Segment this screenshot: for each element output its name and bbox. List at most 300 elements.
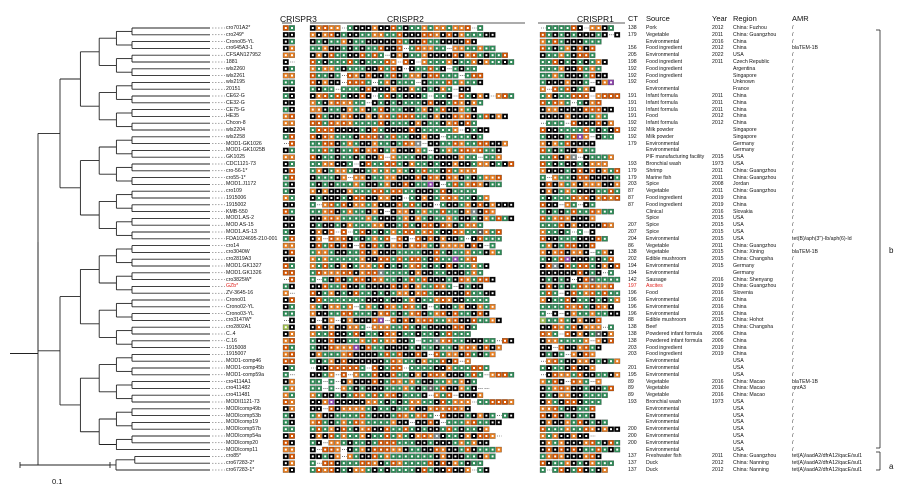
crispr2-spacer-core [361,340,363,342]
crispr2-spacer-core [337,211,339,213]
crispr2-spacer-core [454,313,456,315]
crispr2-spacer-core [355,190,357,192]
crispr1-spacer-core [560,306,562,308]
crispr1-spacer-core [560,34,562,36]
crispr2-spacer-core [510,401,512,403]
crispr2-spacer-core [361,326,363,328]
crispr1-spacer-core [585,333,587,335]
crispr2-spacer-core [411,183,413,185]
crispr2-spacer-core [386,183,388,185]
crispr2-spacer-core [448,251,450,253]
crispr2-spacer-core [417,95,419,97]
crispr2-spacer-core [386,224,388,226]
crispr2-spacer-core [473,381,475,383]
crispr2-spacer-core [324,109,326,111]
crispr1-spacer-core [554,170,556,172]
crispr2-spacer-core [343,149,345,151]
crispr3-spacer-core [285,231,287,233]
crispr2-spacer-core [405,177,407,179]
crispr2-spacer-core [411,75,413,77]
crispr2-spacer-core [368,177,370,179]
crispr1-spacer-core [610,306,612,308]
crispr2-spacer-core [448,163,450,165]
crispr2-spacer-core [405,211,407,213]
crispr1-spacer-core [585,319,587,321]
crispr2-spacer-core [492,319,494,321]
crispr3-spacer-core [285,177,287,179]
crispr2-spacer-core [411,272,413,274]
crispr1-spacer-core [579,68,581,70]
crispr2-spacer-core [355,109,357,111]
crispr2-spacer-core [442,353,444,355]
crispr2-spacer-core [467,381,469,383]
crispr1-spacer-core [573,88,575,90]
crispr2-spacer-core [349,299,351,301]
crispr2-spacer-core [392,374,394,376]
crispr1-spacer-core [598,374,600,376]
crispr2-spacer-core [312,340,314,342]
crispr1-spacer-core [560,217,562,219]
crispr2-spacer-core [399,387,401,389]
crispr2-spacer-core [485,211,487,213]
crispr2-spacer-core [374,313,376,315]
crispr2-spacer-core [324,156,326,158]
crispr2-spacer-core [361,129,363,131]
crispr2-spacer-core [399,41,401,43]
crispr2-spacer-core [423,34,425,36]
crispr1-spacer-core [554,27,556,29]
crispr2-spacer-core [380,374,382,376]
crispr1-spacer-core [604,313,606,315]
crispr2-spacer-core [380,285,382,287]
crispr2-spacer-core [448,129,450,131]
crispr2-spacer-core [343,340,345,342]
crispr2-spacer-core [473,224,475,226]
crispr2-spacer-core [361,88,363,90]
crispr1-spacer-core [585,245,587,247]
crispr1-spacer-core [567,34,569,36]
crispr3-spacer-core [285,81,287,83]
crispr2-spacer-core [392,265,394,267]
crispr2-spacer-core [343,34,345,36]
crispr1-spacer-core [598,41,600,43]
crispr2-spacer-core [405,285,407,287]
crispr1-spacer-core [554,156,556,158]
crispr2-spacer-core [442,217,444,219]
crispr2-spacer-core [324,177,326,179]
crispr2-spacer-core [392,360,394,362]
crispr2-spacer-core [498,61,500,63]
crispr2-spacer-core [417,163,419,165]
crispr2-spacer-core [461,68,463,70]
crispr2-spacer-core [330,381,332,383]
crispr2-spacer-core [343,68,345,70]
crispr1-spacer-core [579,387,581,389]
crispr2-spacer-core [330,163,332,165]
crispr1-spacer-core [598,115,600,117]
crispr2-spacer-core [374,27,376,29]
crispr2-spacer-core [405,381,407,383]
crispr1-spacer-core [567,88,569,90]
crispr3-spacer-core [291,143,293,145]
crispr1-spacer-core [604,292,606,294]
crispr2-spacer-core [498,401,500,403]
crispr2-spacer-core [368,109,370,111]
crispr1-spacer-core [560,279,562,281]
crispr1-spacer-core [567,279,569,281]
crispr3-spacer-core [285,347,287,349]
crispr2-spacer-core [324,299,326,301]
crispr1-spacer-core [610,129,612,131]
crispr2-spacer-core [448,333,450,335]
crispr1-spacer-core [598,238,600,240]
crispr1-spacer-core [560,81,562,83]
crispr2-spacer-core [467,217,469,219]
crispr3-spacer-core [291,299,293,301]
crispr1-spacer-core [610,211,612,213]
crispr1-spacer-core [591,313,593,315]
crispr2-spacer-core [461,81,463,83]
crispr3-spacer-core [285,326,287,328]
crispr2-spacer-core [485,265,487,267]
crispr2-spacer-core [461,95,463,97]
crispr2-spacer-core [417,258,419,260]
crispr2-spacer-core [405,292,407,294]
crispr2-spacer-core [473,156,475,158]
crispr2-spacer-core [454,347,456,349]
crispr2-spacer-core [349,401,351,403]
crispr1-spacer-core [560,211,562,213]
crispr2-spacer-core [386,27,388,29]
crispr3-spacer-core [291,34,293,36]
crispr2-spacer-core [442,95,444,97]
crispr1-spacer-core [560,197,562,199]
crispr1-spacer-core [604,374,606,376]
crispr2-spacer-core [337,279,339,281]
crispr1-spacer-core [573,347,575,349]
crispr2-spacer-core [417,326,419,328]
crispr2-spacer-core [485,353,487,355]
crispr2-spacer-core [436,265,438,267]
crispr1-spacer-core [548,340,550,342]
crispr1-spacer-core [585,272,587,274]
crispr2-spacer-core [399,156,401,158]
crispr2-spacer-core [479,75,481,77]
crispr1-spacer-core [560,319,562,321]
crispr2-spacer-core [411,47,413,49]
crispr2-spacer-core [417,27,419,29]
crispr2-spacer-core [461,27,463,29]
crispr3-spacer-core [291,204,293,206]
crispr2-spacer-core [448,190,450,192]
crispr2-spacer-core [461,61,463,63]
crispr1-spacer-core [610,387,612,389]
crispr2-spacer-core [374,217,376,219]
crispr2-spacer-core [386,360,388,362]
crispr2-spacer-core [479,27,481,29]
crispr3-spacer-core [285,122,287,124]
crispr3-spacer-core [285,183,287,185]
crispr1-spacer-core [554,204,556,206]
crispr2-spacer-core [411,299,413,301]
crispr2-spacer-core [405,109,407,111]
crispr1-spacer-core [542,306,544,308]
crispr2-spacer-core [485,313,487,315]
crispr2-spacer-core [355,292,357,294]
crispr2-spacer-core [492,156,494,158]
crispr2-spacer-core [473,258,475,260]
crispr2-spacer-core [392,102,394,104]
crispr2-spacer-core [386,81,388,83]
crispr2-spacer-core [461,54,463,56]
crispr2-spacer-core [355,170,357,172]
crispr2-spacer-core [386,109,388,111]
crispr2-spacer-core [461,272,463,274]
crispr1-spacer-core [554,258,556,260]
crispr2-spacer-core [374,190,376,192]
crispr2-spacer-core [380,149,382,151]
crispr2-spacer-core [461,224,463,226]
crispr2-spacer-core [380,41,382,43]
crispr1-spacer-core [585,177,587,179]
crispr2-spacer-core [318,115,320,117]
crispr2-spacer-core [343,272,345,274]
crispr1-spacer-core [548,102,550,104]
crispr1-spacer-core [604,197,606,199]
crispr2-spacer-core [485,347,487,349]
crispr2-spacer-core [454,47,456,49]
crispr2-spacer-core [380,381,382,383]
crispr1-spacer-core [560,347,562,349]
crispr2-spacer-core [442,115,444,117]
crispr1-spacer-core [604,224,606,226]
crispr1-spacer-core [598,224,600,226]
crispr2-spacer-core [392,61,394,63]
crispr2-spacer-core [355,326,357,328]
crispr2-spacer-core [461,41,463,43]
crispr2-spacer-core [368,292,370,294]
crispr2-spacer-core [355,279,357,281]
crispr2-spacer-core [380,306,382,308]
crispr2-spacer-core [368,251,370,253]
crispr2-spacer-core [399,401,401,403]
crispr2-spacer-core [417,299,419,301]
crispr2-spacer-core [411,190,413,192]
crispr2-spacer-core [324,251,326,253]
crispr2-spacer-core [392,34,394,36]
crispr1-spacer-core [591,231,593,233]
crispr2-spacer-core [436,95,438,97]
crispr2-spacer-core [386,347,388,349]
crispr2-spacer-core [473,81,475,83]
crispr3-spacer-core [285,360,287,362]
crispr2-spacer-core [355,347,357,349]
crispr2-spacer-core [386,217,388,219]
crispr2-spacer-core [485,183,487,185]
crispr2-spacer-core [380,47,382,49]
crispr2-spacer-core [411,258,413,260]
crispr2-spacer-core [417,238,419,240]
crispr2-spacer-core [361,360,363,362]
crispr2-spacer-core [324,245,326,247]
crispr2-spacer-core [467,299,469,301]
crispr2-spacer-core [479,34,481,36]
crispr1-spacer-core [548,224,550,226]
crispr2-spacer-core [430,217,432,219]
crispr2-spacer-core [479,149,481,151]
crispr1-spacer-core [542,353,544,355]
crispr1-spacer-core [554,61,556,63]
crispr1-spacer-core [579,340,581,342]
crispr2-spacer-core [467,333,469,335]
crispr1-spacer-core [585,360,587,362]
crispr2-spacer-core [492,217,494,219]
crispr2-spacer-core [436,136,438,138]
crispr2-spacer-core [423,54,425,56]
crispr1-spacer-core [585,54,587,56]
crispr2-spacer-core [374,408,376,410]
crispr2-spacer-core [485,149,487,151]
crispr1-spacer-core [560,387,562,389]
crispr2-spacer-core [312,27,314,29]
crispr2-spacer-core [485,197,487,199]
crispr1-spacer-core [567,170,569,172]
crispr2-spacer-core [479,204,481,206]
crispr1-spacer-core [598,347,600,349]
crispr2-spacer-core [485,231,487,233]
crispr2-spacer-core [454,156,456,158]
crispr2-spacer-core [504,115,506,117]
crispr1-spacer-core [573,313,575,315]
crispr2-spacer-core [355,231,357,233]
crispr1-spacer-core [579,129,581,131]
crispr2-spacer-core [386,88,388,90]
crispr2-spacer-core [498,54,500,56]
crispr1-spacer-core [542,231,544,233]
crispr1-spacer-core [548,143,550,145]
crispr1-spacer-core [585,197,587,199]
crispr1-spacer-core [554,387,556,389]
crispr2-spacer-core [337,156,339,158]
crispr2-spacer-core [399,136,401,138]
crispr1-spacer-core [579,333,581,335]
crispr2-spacer-core [485,306,487,308]
crispr1-spacer-core [579,374,581,376]
crispr2-spacer-core [473,183,475,185]
crispr2-spacer-core [405,115,407,117]
crispr2-spacer-core [467,251,469,253]
crispr1-spacer-core [554,251,556,253]
crispr2-spacer-core [454,279,456,281]
crispr2-spacer-core [380,190,382,192]
crispr1-spacer-core [598,326,600,328]
crispr1-spacer-core [554,136,556,138]
crispr2-spacer-core [380,279,382,281]
crispr2-spacer-core [318,163,320,165]
crispr1-spacer-core [573,333,575,335]
crispr2-spacer-core [374,299,376,301]
crispr2-spacer-core [330,102,332,104]
crispr1-spacer-core [579,136,581,138]
crispr2-spacer-core [411,204,413,206]
crispr2-spacer-core [318,326,320,328]
crispr2-spacer-core [355,75,357,77]
crispr2-spacer-core [337,143,339,145]
crispr1-spacer-core [610,122,612,124]
crispr1-spacer-core [585,251,587,253]
crispr2-spacer-core [361,81,363,83]
crispr1-spacer-core [604,387,606,389]
crispr2-spacer-core [337,292,339,294]
crispr2-spacer-core [361,251,363,253]
crispr2-spacer-core [473,265,475,267]
crispr1-spacer-core [554,68,556,70]
crispr2-spacer-core [436,190,438,192]
crispr1-spacer-core [573,211,575,213]
crispr2-spacer-core [330,408,332,410]
crispr3-spacer-core [285,95,287,97]
crispr1-spacer-core [573,217,575,219]
crispr2-spacer-core [330,231,332,233]
crispr2-spacer-core [374,102,376,104]
crispr1-spacer-core [598,61,600,63]
crispr2-spacer-core [461,217,463,219]
crispr2-spacer-core [343,122,345,124]
crispr2-spacer-core [430,81,432,83]
crispr2-spacer-core [473,41,475,43]
crispr2-spacer-core [312,285,314,287]
crispr2-spacer-core [436,88,438,90]
crispr2-spacer-core [343,115,345,117]
crispr2-spacer-core [380,163,382,165]
crispr3-spacer-core [285,190,287,192]
crispr2-spacer-core [442,285,444,287]
crispr2-spacer-core [312,143,314,145]
crispr1-spacer-core [554,41,556,43]
crispr1-spacer-core [573,360,575,362]
crispr2-spacer-core [461,170,463,172]
crispr2-spacer-core [417,197,419,199]
crispr3-spacer-core [291,381,293,383]
crispr2-spacer-core [479,299,481,301]
crispr1-spacer-core [616,299,618,301]
crispr2-spacer-core [417,149,419,151]
crispr1-spacer-core [560,47,562,49]
crispr2-spacer-core [330,299,332,301]
crispr2-spacer-core [349,292,351,294]
crispr2-spacer-core [386,353,388,355]
crispr1-spacer-core [560,54,562,56]
crispr2-spacer-core [492,54,494,56]
crispr2-spacer-core [423,231,425,233]
crispr1-spacer-core [567,47,569,49]
crispr2-spacer-core [448,360,450,362]
crispr1-spacer-core [598,190,600,192]
crispr2-spacer-core [368,238,370,240]
crispr1-spacer-core [554,340,556,342]
crispr2-spacer-core [405,143,407,145]
crispr2-spacer-core [337,245,339,247]
crispr2-spacer-core [492,211,494,213]
crispr2-spacer-core [430,183,432,185]
crispr1-spacer-core [591,319,593,321]
crispr1-spacer-core [542,156,544,158]
crispr2-spacer-core [337,224,339,226]
crispr1-spacer-core [542,75,544,77]
crispr2-spacer-core [349,41,351,43]
crispr2-spacer-core [324,306,326,308]
crispr1-spacer-core [554,360,556,362]
